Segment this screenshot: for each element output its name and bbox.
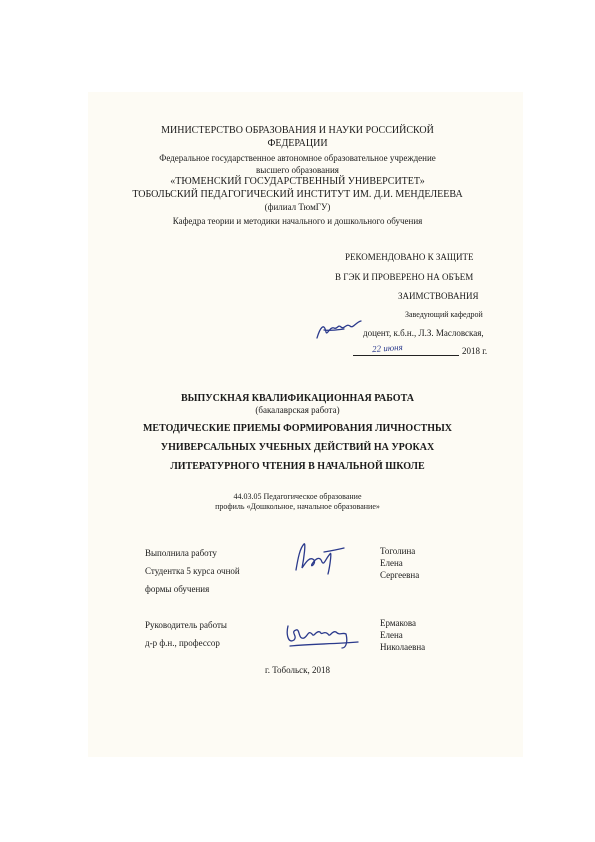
- work-type: ВЫПУСКНАЯ КВАЛИФИКАЦИОННАЯ РАБОТА: [181, 393, 414, 404]
- department-name: Кафедра теории и методики начального и дошкольного обучения: [172, 216, 423, 226]
- approval-head-title: Заведующий кафедрой: [405, 310, 483, 319]
- author-name: Елена: [380, 558, 403, 568]
- supervisor-patronymic: Николаевна: [380, 642, 426, 652]
- work-title-line-2: УНИВЕРСАЛЬНЫХ УЧЕБНЫХ ДЕЙСТВИЙ НА УРОКАХ: [160, 442, 435, 453]
- author-patronymic: Сергеевна: [380, 570, 420, 580]
- work-title-line-1: МЕТОДИЧЕСКИЕ ПРИЕМЫ ФОРМИРОВАНИЯ ЛИЧНОСТНЫХ: [142, 423, 453, 434]
- author-role-3: формы обучения: [145, 584, 210, 594]
- head-signature-icon: [314, 318, 364, 342]
- supervisor-surname: Ермакова: [380, 618, 417, 628]
- approval-head-name: доцент, к.б.н., Л.З. Масловская,: [363, 328, 484, 338]
- specialty-profile: профиль «Дошкольное, начальное образование»: [215, 502, 380, 511]
- approval-line-2: В ГЭК И ПРОВЕРЕНО НА ОБЪЕМ: [335, 272, 474, 282]
- author-role-2: Студентка 5 курса очной: [145, 566, 240, 576]
- approval-line-3: ЗАИМСТВОВАНИЯ: [398, 291, 479, 301]
- ministry-line-1: МИНИСТЕРСТВО ОБРАЗОВАНИЯ И НАУКИ РОССИЙСКОЙ: [161, 125, 434, 136]
- author-signature-icon: [290, 538, 348, 580]
- institute-name: ТОБОЛЬСКИЙ ПЕДАГОГИЧЕСКИЙ ИНСТИТУТ ИМ. Д.И. МЕНДЕЛЕЕВА: [132, 189, 463, 200]
- date-underline: [353, 355, 459, 356]
- date-handwritten: 22 июня: [371, 341, 404, 355]
- approval-line-1: РЕКОМЕНДОВАНО К ЗАЩИТЕ: [345, 252, 474, 262]
- supervisor-name: Елена: [380, 630, 403, 640]
- city-year: г. Тобольск, 2018: [265, 665, 330, 675]
- work-subtype: (бакалаврская работа): [255, 405, 340, 415]
- education-level: высшего образования: [256, 165, 339, 175]
- approval-year: 2018 г.: [462, 346, 488, 356]
- author-role-1: Выполнила работу: [145, 548, 217, 558]
- supervisor-signature-icon: [282, 618, 364, 652]
- supervisor-role-2: д-р ф.н., профессор: [145, 638, 220, 648]
- specialty-code: 44.03.05 Педагогическое образование: [233, 492, 362, 501]
- university-name: «ТЮМЕНСКИЙ ГОСУДАРСТВЕННЫЙ УНИВЕРСИТЕТ»: [170, 176, 425, 187]
- institution-type: Федеральное государственное автономное образовательное учреждение: [159, 153, 436, 163]
- supervisor-role-1: Руководитель работы: [145, 620, 227, 630]
- ministry-line-2: ФЕДЕРАЦИИ: [267, 138, 328, 149]
- branch-name: (филиал ТюмГУ): [264, 202, 331, 212]
- author-surname: Тоголина: [380, 546, 416, 556]
- work-title-line-3: ЛИТЕРАТУРНОГО ЧТЕНИЯ В НАЧАЛЬНОЙ ШКОЛЕ: [170, 461, 425, 472]
